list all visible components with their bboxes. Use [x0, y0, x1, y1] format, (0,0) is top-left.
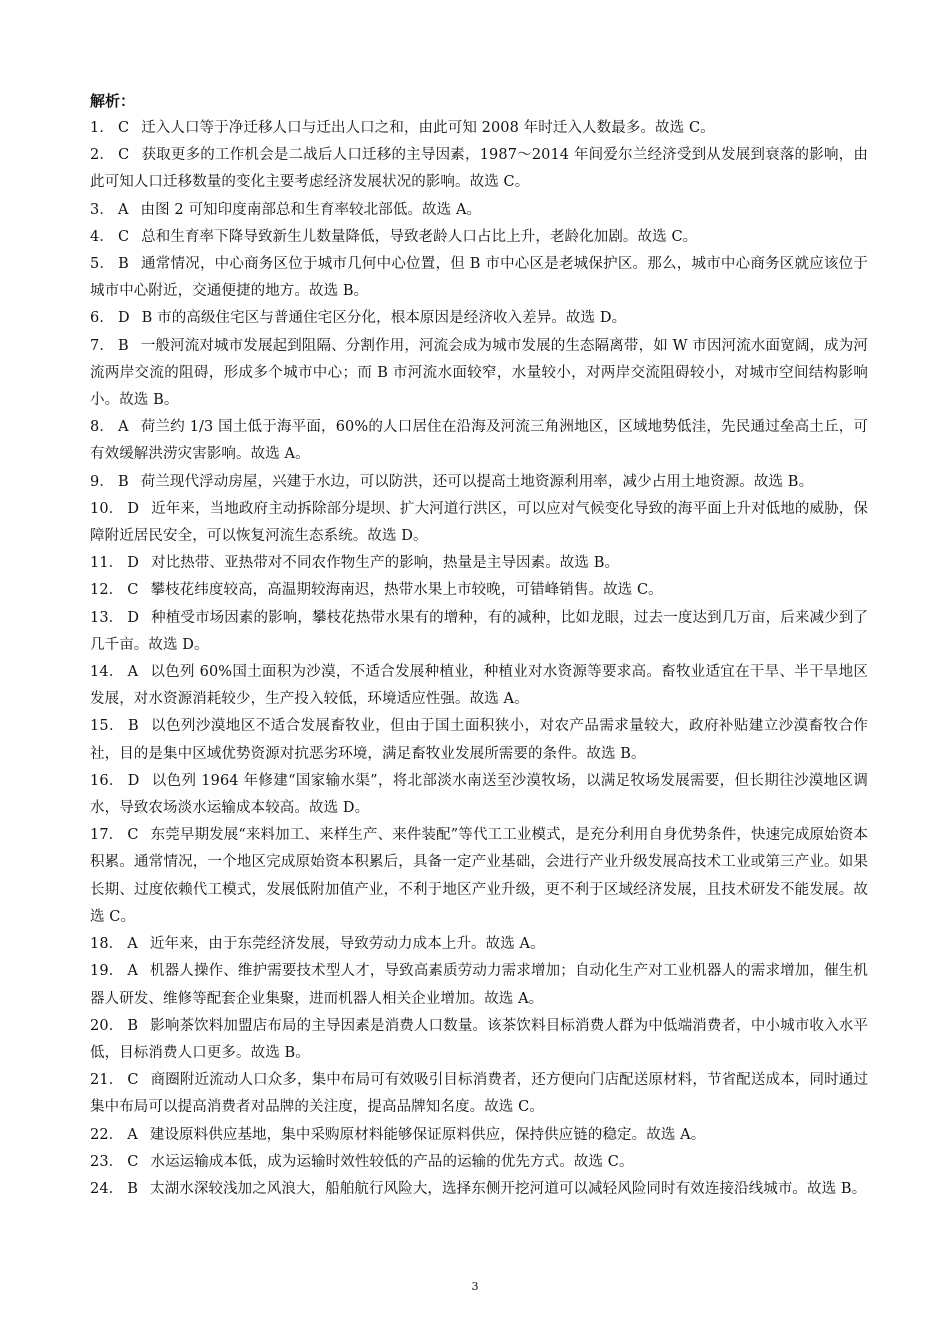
explanation-text: 荷兰约 1/3 国土低于海平面，60%的人口居住在沿海及河流三角洲地区，区域地势低洼，先民通过垒高土丘，可有效缓解洪涝灾害影响。故选 A。: [90, 419, 868, 463]
explanation-text: 荷兰现代浮动房屋，兴建于水边，可以防洪，还可以提高土地资源利用率，减少占用土地资源。故选 B。: [140, 473, 814, 490]
answer-letter: D: [127, 609, 140, 626]
answer-letter: B: [127, 1180, 139, 1197]
explanation-text: 太湖水深较浅加之风浪大，船舶航行风险大，选择东侧开挖河道可以减轻风险同时有效连接沿线城市。故选 B。: [150, 1180, 867, 1197]
explanation-item: [90, 251, 868, 305]
answer-letter: B: [117, 473, 129, 490]
answer-explanations: [90, 88, 868, 1203]
explanation-text: 商圈附近流动人口众多，集中布局可有效吸引目标消费者，还方便向门店配送原材料，节省配送成本，同时通过集中布局可以提高消费者对品牌的关注度，提高品牌知名度。故选 C。: [90, 1072, 868, 1116]
answer-letter: D: [127, 772, 140, 789]
question-number: 18．: [90, 936, 124, 953]
question-number: 7．: [90, 337, 115, 354]
answer-letter: A: [118, 419, 129, 436]
explanation-item: [90, 142, 868, 196]
answer-letter: C: [127, 582, 139, 599]
question-number: 19．: [90, 963, 124, 980]
answer-letter: A: [127, 963, 138, 980]
explanation-text: 以色列 1964 年修建“国家输水渠”，将北部淡水南送至沙漠牧场，以满足牧场发展需要，但长期往沙漠地区调水，导致农场淡水运输成本较高。故选 D。: [90, 772, 868, 817]
explanation-item: [90, 224, 868, 251]
explanation-text: 种植受市场因素的影响，攀枝花热带水果有的增种，有的减种，比如龙眼，过去一度达到几万亩，后来减少到了几千亩。故选 D。: [90, 609, 868, 653]
page-number: 3: [471, 1280, 479, 1293]
explanation-text: 水运运输成本低，成为运输时效性较低的产品的运输的优先方式。故选 C。: [150, 1153, 634, 1170]
answer-letter: A: [127, 1126, 138, 1143]
explanation-text: 东莞早期发展“来料加工、来样生产、来件装配”等代工工业模式，是充分利用自身优势条件，快速完成原始资本积累。通常情况，一个地区完成原始资本积累后，具备一定产业基础，会进行产业升级发展高技术工业或第三产业。如果长期、过度依赖代工模式，发展低附加值产业，不利于地区产业升级，更不利于区域经济发展，且技术研发不能发展。故选 C。: [90, 827, 868, 925]
explanation-text: 总和生育率下降导致新生儿数量降低，导致老龄人口占比上升，老龄化加剧。故选 C。: [141, 228, 698, 245]
explanation-item: [90, 1122, 868, 1149]
answer-letter: C: [117, 228, 130, 245]
explanation-item: [90, 550, 868, 577]
question-number: 3．: [90, 201, 114, 218]
explanation-text: 近年来，由于东莞经济发展，导致劳动力成本上升。故选 A。: [149, 936, 545, 953]
answer-letter: A: [127, 936, 138, 953]
explanation-item: [90, 931, 868, 958]
explanation-text: 以色列沙漠地区不适合发展畜牧业，但由于国土面积狭小，对农产品需求量较大，政府补贴建立沙漠畜牧合作社，目的是集中区域优势资源对抗恶劣环境，满足畜牧业发展所需要的条件。故选 B。: [90, 718, 868, 762]
explanation-item: [90, 713, 868, 767]
question-number: 22．: [90, 1126, 124, 1143]
question-number: 20．: [90, 1017, 124, 1034]
explanation-item: [90, 822, 868, 931]
explanation-item: [90, 333, 868, 415]
question-number: 9．: [90, 473, 114, 490]
answer-letter: D: [127, 555, 139, 572]
question-number: 11．: [90, 555, 124, 572]
question-number: 15．: [90, 718, 124, 735]
question-number: 4．: [90, 228, 114, 245]
answer-letter: D: [117, 310, 130, 327]
explanation-item: [90, 197, 868, 224]
answer-letter: B: [118, 256, 129, 273]
question-number: 5．: [90, 256, 115, 273]
explanation-item: [90, 115, 868, 142]
explanation-item: [90, 659, 868, 713]
answer-letter: B: [118, 337, 129, 354]
question-number: 2．: [90, 147, 115, 164]
explanation-item: [90, 1176, 868, 1203]
explanation-text: 对比热带、亚热带对不同农作物生产的影响，热量是主导因素。故选 B。: [151, 555, 620, 572]
answer-letter: A: [127, 664, 139, 681]
explanation-text: 建设原料供应基地，集中采购原材料能够保证原料供应，保持供应链的稳定。故选 A。: [149, 1126, 706, 1143]
answer-letter: C: [117, 120, 130, 136]
explanation-text: B 市的高级住宅区与普通住宅区分化，根本原因是经济收入差异。故选 D。: [141, 310, 627, 327]
question-number: 13．: [90, 609, 124, 626]
explanation-item: [90, 577, 868, 604]
answer-letter: C: [127, 1072, 139, 1089]
explanation-item: [90, 1149, 868, 1176]
explanation-list: [90, 115, 868, 1203]
explanation-text: 攀枝花纬度较高，高温期较海南迟，热带水果上市较晚，可错峰销售。故选 C。: [150, 582, 663, 599]
question-number: 14．: [90, 664, 124, 681]
explanation-item: [90, 605, 868, 659]
explanation-item: [90, 1067, 868, 1121]
explanation-item: [90, 305, 868, 332]
question-number: 10．: [90, 500, 124, 517]
answer-letter: B: [127, 718, 139, 735]
explanation-text: 获取更多的工作机会是二战后人口迁移的主导因素，1987～2014 年间爱尔兰经济受到从发展到衰落的影响，由此可知人口迁移数量的变化主要考虑经济发展状况的影响。故选 C。: [90, 147, 868, 191]
question-number: 8．: [90, 419, 115, 436]
explanation-item: [90, 469, 868, 496]
explanation-item: [90, 1013, 868, 1067]
answer-letter: C: [127, 827, 139, 844]
explanation-text: 迁入人口等于净迁移人口与迁出人口之和，由此可知 2008 年时迁入人数最多。故选 C。: [141, 120, 715, 136]
question-number: 21．: [90, 1072, 124, 1089]
answer-letter: C: [127, 1153, 139, 1170]
explanation-item: [90, 768, 868, 822]
explanation-text: 影响茶饮料加盟店布局的主导因素是消费人口数量。该茶饮料目标消费人群为中低端消费者，中小城市收入水平低，目标消费人口更多。故选 B。: [90, 1017, 868, 1061]
question-number: 16．: [90, 772, 124, 789]
question-number: 17．: [90, 827, 124, 844]
question-number: 1．: [90, 120, 114, 136]
explanation-item: [90, 496, 868, 550]
question-number: 6．: [90, 310, 114, 327]
section-heading: 解析：: [90, 92, 136, 110]
explanation-text: 机器人操作、维护需要技术型人才，导致高素质劳动力需求增加；自动化生产对工业机器人的需求增加，催生机器人研发、维修等配套企业集聚，进而机器人相关企业增加。故选 A。: [90, 963, 868, 1007]
answer-letter: A: [117, 201, 129, 218]
answer-letter: B: [127, 1017, 139, 1034]
answer-letter: D: [127, 500, 140, 517]
question-number: 12．: [90, 582, 124, 599]
explanation-item: [90, 414, 868, 468]
explanation-text: 由图 2 可知印度南部总和生育率较北部低。故选 A。: [140, 201, 482, 218]
question-number: 23．: [90, 1153, 124, 1170]
question-number: 24．: [90, 1180, 124, 1197]
explanation-text: 以色列 60%国土面积为沙漠，不适合发展种植业，种植业对水资源等要求高。畜牧业适宜在干旱、半干旱地区发展，对水资源消耗较少，生产投入较低，环境适应性强。故选 A。: [90, 664, 868, 708]
explanation-text: 近年来，当地政府主动拆除部分堤坝、扩大河道行洪区，可以应对气候变化导致的海平面上升对低地的威胁，保障附近居民安全，可以恢复河流生态系统。故选 D。: [90, 500, 868, 545]
explanation-text: 一般河流对城市发展起到阻隔、分割作用，河流会成为城市发展的生态隔离带，如 W 市因河流水面宽阔，成为河流两岸交流的阻碍，形成多个城市中心；而 B 市河流水面较窄，水量较小，对两岸交流阻碍较小，对城市空间结构影响小。故选 B。: [90, 337, 868, 409]
explanation-item: [90, 958, 868, 1012]
answer-letter: C: [118, 147, 130, 164]
explanation-text: 通常情况，中心商务区位于城市几何中心位置，但 B 市中心区是老城保护区。那么，城市中心商务区就应该位于城市中心附近，交通便捷的地方。故选 B。: [90, 256, 868, 300]
